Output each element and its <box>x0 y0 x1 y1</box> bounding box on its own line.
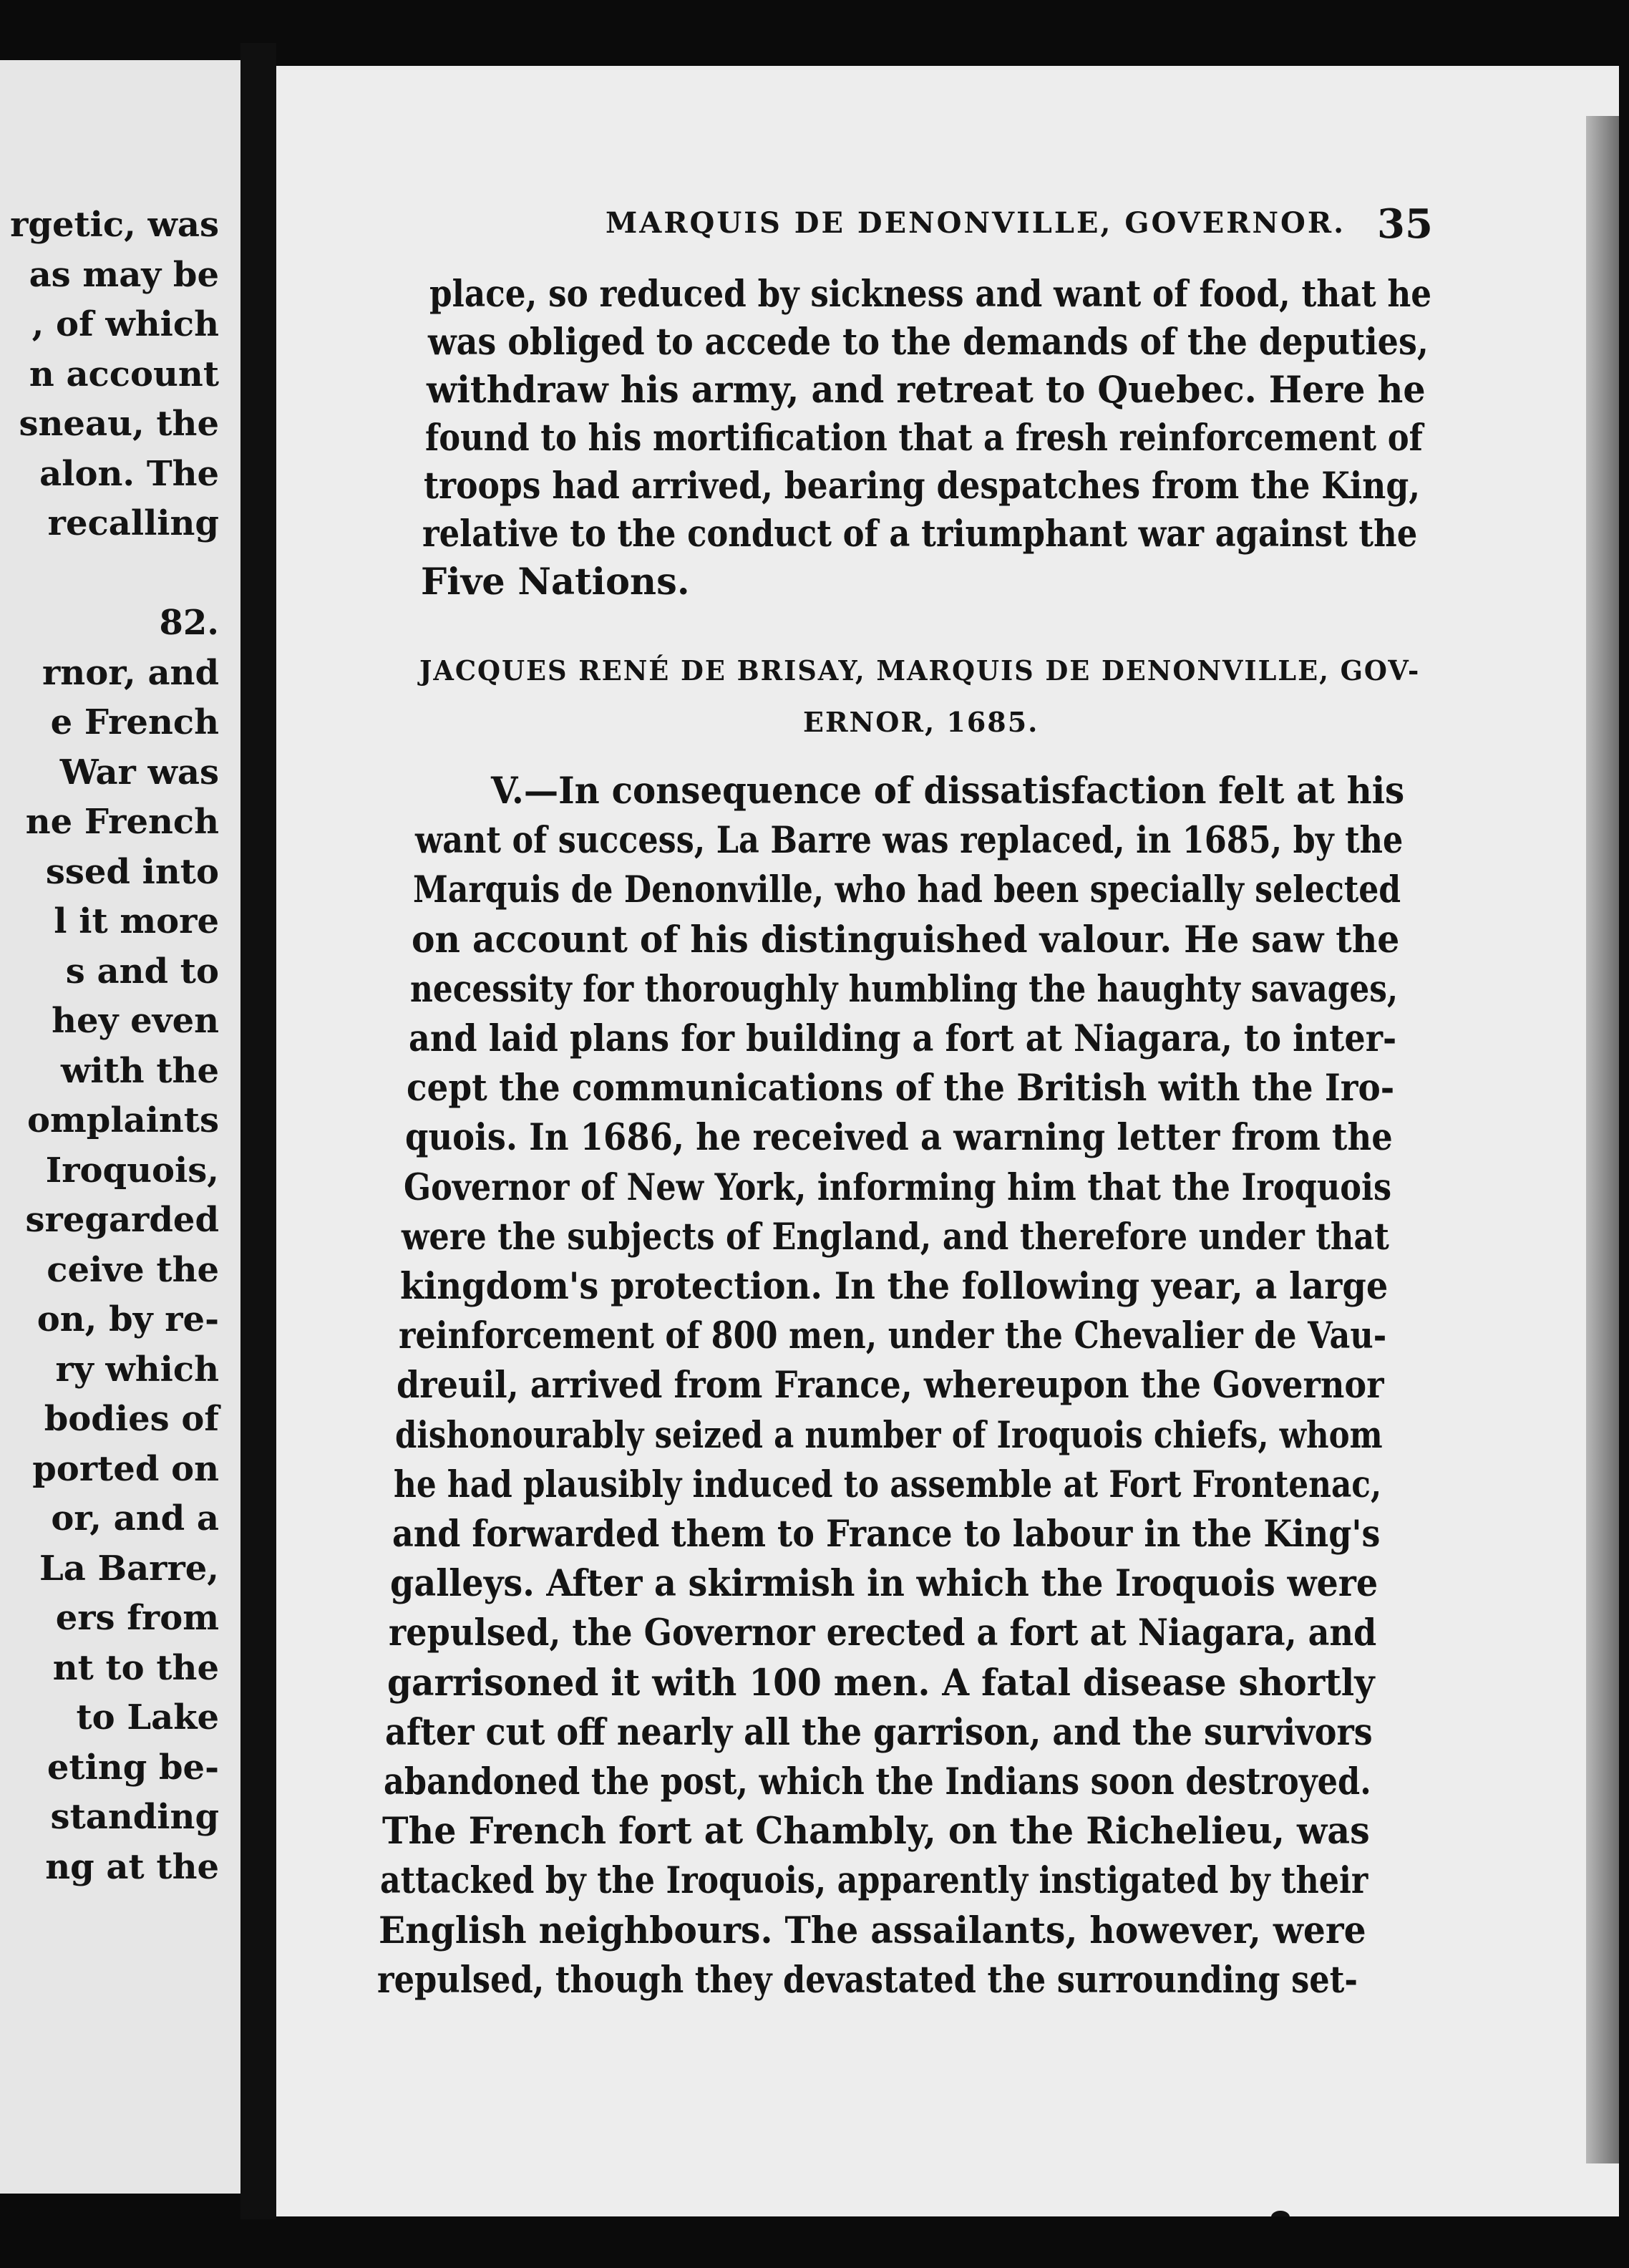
left-page <box>0 60 240 2194</box>
left-page-line: hey even <box>52 1001 219 1041</box>
opening-text-line: Five Nations. <box>421 561 690 604</box>
paragraph-text-line: repulsed, the Governor erected a fort at Niagara, and <box>388 1612 1377 1655</box>
left-page-line: Iroquois, <box>45 1150 219 1191</box>
opening-text-line: was obliged to accede to the demands of the deputies, <box>428 321 1429 364</box>
section-heading-line-2: ERNOR, 1685. <box>803 706 1039 738</box>
paragraph-text-line: quois. In 1686, he received a warning letter from the <box>404 1116 1393 1160</box>
left-page-line: nt to the <box>52 1647 219 1688</box>
paragraph-text-line: repulsed, though they devastated the surrounding set- <box>376 1958 1358 2002</box>
page-edge <box>1586 116 1619 2163</box>
left-page-line: rgetic, was <box>10 205 219 245</box>
running-head: MARQUIS DE DENONVILLE, GOVERNOR. <box>606 206 1346 240</box>
paragraph-text-line: English neighbours. The assailants, however, were <box>379 1909 1366 1952</box>
left-page-line: n account <box>29 354 219 394</box>
left-page-line: , of which <box>31 304 219 344</box>
left-page-line: eting be- <box>47 1747 219 1788</box>
left-page-line: on, by re- <box>37 1299 219 1339</box>
opening-text-line: found to his mortification that a fresh reinforcement of <box>425 417 1423 460</box>
paragraph-text-line: galleys. After a skirmish in which the Iroquois were <box>390 1562 1378 1606</box>
section-heading-line-1: JACQUES RENÉ DE BRISAY, MARQUIS DE DENONVILLE, GOV- <box>419 654 1421 687</box>
paragraph-text-line: necessity for thoroughly humbling the haughty savages, <box>409 967 1398 1011</box>
paragraph-text-line: after cut off nearly all the garrison, and the survivors <box>385 1710 1373 1754</box>
paragraph-text-line: he had plausibly induced to assemble at Fort Frontenac, <box>393 1463 1381 1506</box>
left-page-line: ported on <box>32 1448 219 1489</box>
left-page-line: ers from <box>55 1598 219 1638</box>
left-page-line: ng at the <box>45 1846 219 1887</box>
left-page-line: alon. The <box>39 453 219 494</box>
opening-text-line: relative to the conduct of a triumphant war against the <box>422 513 1418 556</box>
paragraph-text-line: want of success, La Barre was replaced, in 1685, by the <box>414 819 1403 863</box>
paragraph-text-line: Governor of New York, informing him that the Iroquois <box>403 1166 1391 1209</box>
left-page-line: sregarded <box>25 1200 219 1240</box>
paragraph-text-line: dreuil, arrived from France, whereupon the Governor <box>397 1364 1384 1407</box>
paragraph-text-line: Marquis de Denonville, who had been specially selected <box>413 868 1401 912</box>
paragraph-text-line: cept the communications of the British with the Iro- <box>407 1067 1395 1110</box>
left-page-line: or, and a <box>51 1498 219 1538</box>
paragraph-text-line: and forwarded them to France to labour in the King's <box>392 1513 1380 1556</box>
paragraph-text-line: were the subjects of England, and therefore under that <box>402 1215 1390 1259</box>
left-page-line: ssed into <box>45 851 219 892</box>
opening-text-line: withdraw his army, and retreat to Quebec. Here he <box>427 369 1426 412</box>
left-page-line: La Barre, <box>39 1548 219 1589</box>
left-page-line: standing <box>50 1797 219 1837</box>
opening-text-line: troops had arrived, bearing despatches from the King, <box>424 465 1421 508</box>
left-page-line: s and to <box>65 951 219 992</box>
page-number: 35 <box>1377 200 1433 248</box>
paragraph-text-line: garrisoned it with 100 men. A fatal disease shortly <box>386 1661 1375 1705</box>
opening-text-line: place, so reduced by sickness and want of food, that he <box>429 273 1432 316</box>
paragraph-text-line: attacked by the Iroquois, apparently instigated by their <box>380 1859 1368 1903</box>
left-page-line: bodies of <box>44 1399 219 1439</box>
right-page <box>276 66 1619 2216</box>
ink-blot <box>1271 2211 1290 2216</box>
left-page-line: sneau, the <box>19 404 219 444</box>
paragraph-text-line: on account of his distinguished valour. He saw the <box>412 918 1400 961</box>
paragraph-text-line: and laid plans for building a fort at Niagara, to inter- <box>408 1017 1396 1060</box>
left-page-line: as may be <box>29 254 219 295</box>
left-page-line: rnor, and <box>42 652 219 693</box>
left-page-line: l it more <box>54 901 219 941</box>
left-page-line: ry which <box>55 1349 219 1390</box>
paragraph-text-line: The French fort at Chambly, on the Richelieu, was <box>381 1810 1370 1853</box>
paragraph-text-line: reinforcement of 800 men, under the Chevalier de Vau- <box>398 1314 1386 1358</box>
left-page-line: ne French <box>25 802 219 842</box>
left-page-line: recalling <box>47 503 219 543</box>
paragraph-text-line: V.—In consequence of dissatisfaction felt at his <box>491 770 1405 813</box>
left-page-line: War was <box>59 752 219 793</box>
book-gutter <box>240 43 276 2219</box>
paragraph-text-line: kingdom's protection. In the following year, a large <box>400 1265 1389 1308</box>
paragraph-text-line: dishonourably seized a number of Iroquois chiefs, whom <box>395 1413 1383 1457</box>
left-page-line: with the <box>61 1050 219 1091</box>
left-page-line: e French <box>50 702 219 742</box>
left-page-line: 82. <box>159 603 219 643</box>
paragraph-text-line: abandoned the post, which the Indians soon destroyed. <box>384 1760 1371 1803</box>
left-page-line: to Lake <box>76 1697 219 1738</box>
left-page-line: ceive the <box>47 1249 219 1290</box>
left-page-line: omplaints <box>26 1100 219 1140</box>
